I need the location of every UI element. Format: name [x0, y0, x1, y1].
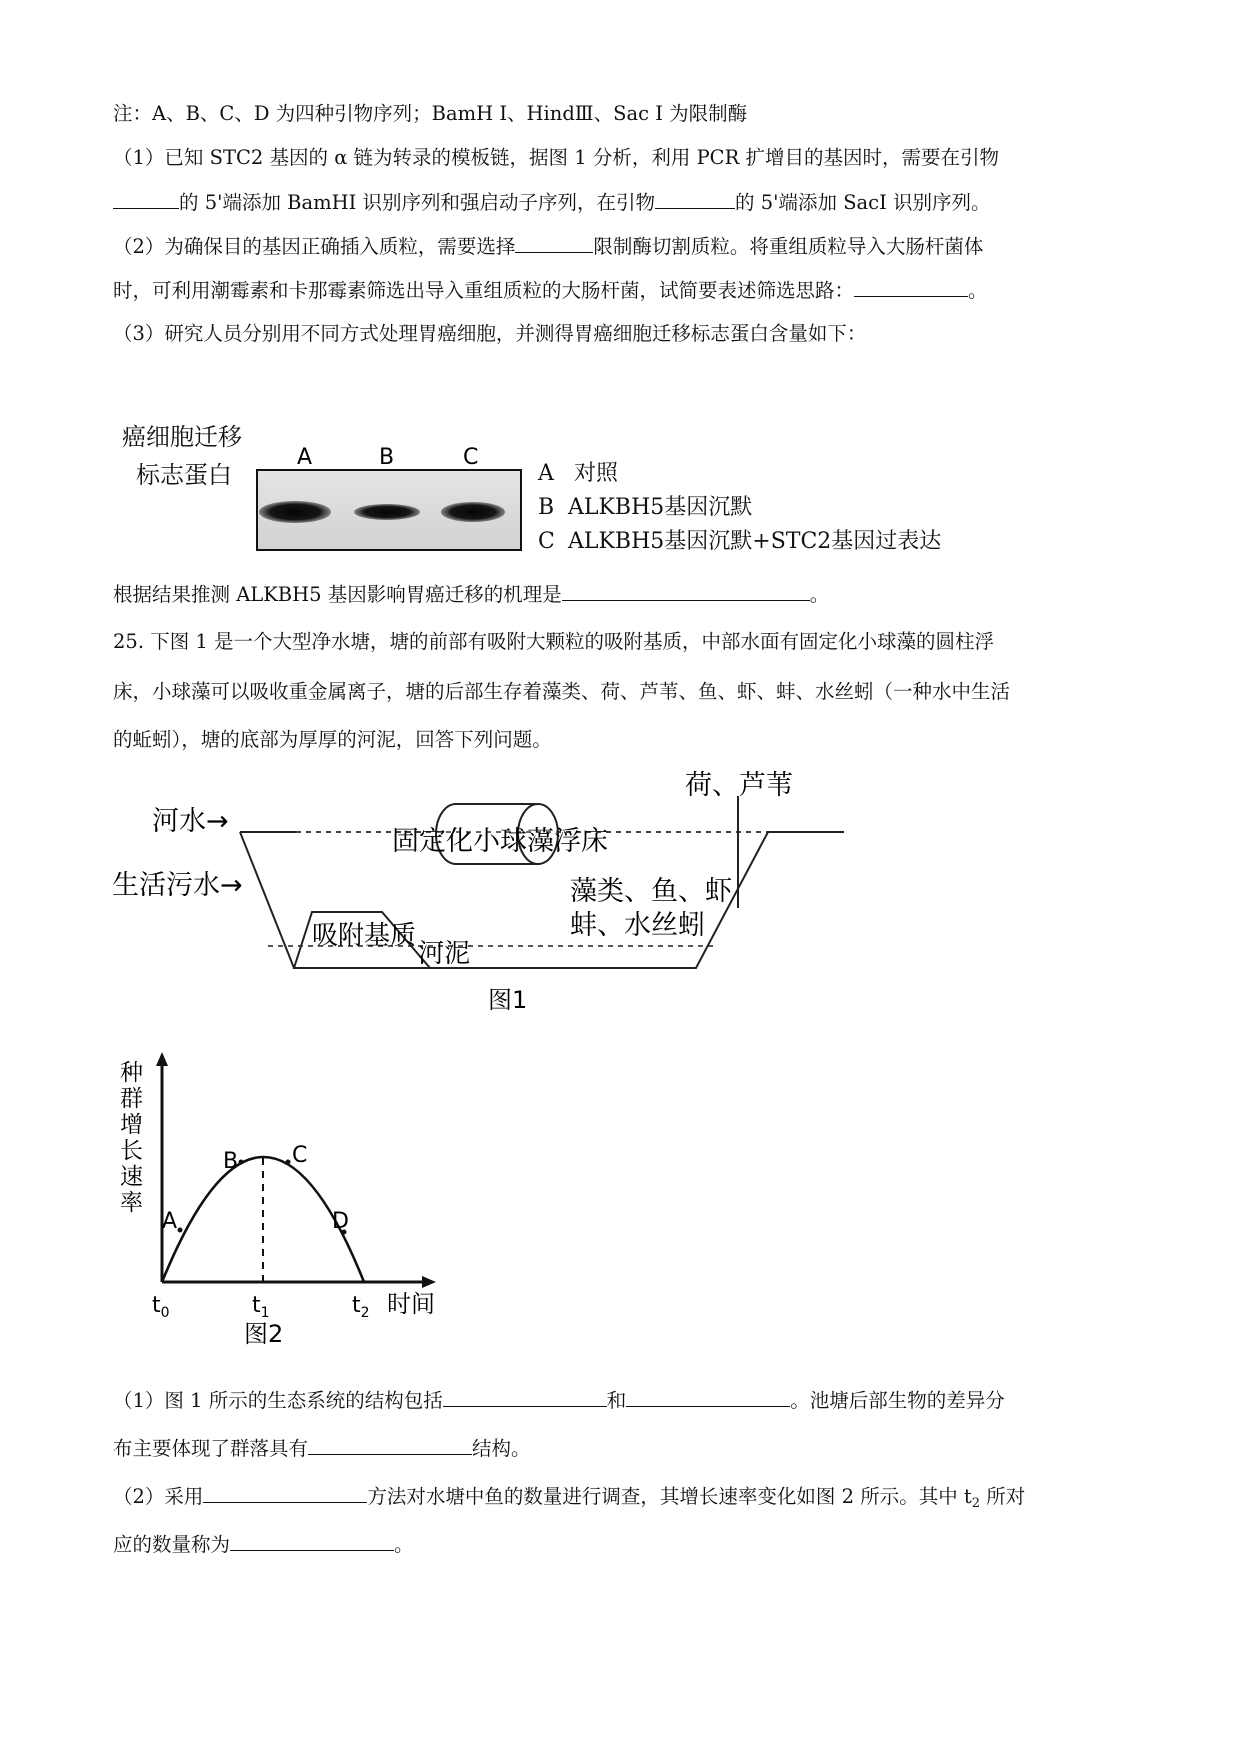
answer-blank[interactable] [230, 1530, 394, 1551]
legend-b: B ALKBH5基因沉默 [538, 495, 753, 520]
answer-blank[interactable] [113, 188, 179, 209]
label-adsorption-substrate: 吸附基质 [312, 921, 417, 951]
figure-1-pond [100, 770, 860, 1020]
figure-2-growth-rate [112, 1050, 472, 1350]
label-river-mud: 河泥 [418, 939, 471, 969]
gel-blot [255, 446, 525, 556]
label-organisms-1: 藻类、鱼、虾 [570, 876, 732, 907]
q25-stem-line2: 床，小球藻可以吸收重金属离子，塘的后部生存着藻类、荷、芦苇、鱼、虾、蚌、水丝蚓（一种水中生活 [113, 680, 1011, 703]
lane-label-b: B [379, 446, 395, 470]
lane-label-c: C [463, 446, 479, 470]
point-b-label: B [223, 1149, 239, 1174]
q24-part2-line2: 时，可利用潮霉素和卡那霉素筛选出导入重组质粒的大肠杆菌，试简要表述筛选思路： 。 [113, 276, 988, 305]
x-axis-arrow [422, 1276, 436, 1288]
q25-part1-line2: 布主要体现了群落具有 结构。 [113, 1434, 531, 1463]
q24-part2-line1: （2）为确保目的基因正确插入质粒，需要选择 限制酶切割质粒。将重组质粒导入大肠杆菌体 [113, 232, 983, 261]
lane-label-a: A [297, 446, 313, 470]
point-d-label: D [332, 1209, 349, 1234]
q25-part2-line1: （2）采用 方法对水塘中鱼的数量进行调查，其增长速率变化如图 2 所示。其中 $t_2$ 所对 [113, 1482, 1025, 1518]
q24-part1-line2: 的 5'端添加 BamHI 识别序列和强启动子序列，在引物 的 5'端添加 SacI 识别序列。 [113, 188, 991, 217]
point-a [178, 1228, 183, 1233]
y-axis-label-char: 增 [120, 1112, 143, 1138]
q25-stem-line3: 的蚯蚓），塘的底部为厚厚的河泥，回答下列问题。 [113, 728, 552, 751]
answer-blank[interactable] [515, 232, 593, 253]
answer-blank[interactable] [854, 276, 968, 297]
band-c [441, 502, 505, 522]
answer-blank[interactable] [655, 188, 735, 209]
label-domestic-sewage: 生活污水→ [112, 870, 243, 901]
band-a [259, 501, 331, 523]
q24-conclusion: 根据结果推测 ALKBH5 基因影响胃癌迁移的机理是 。 [113, 580, 829, 609]
q25-part2-line2: 应的数量称为 。 [113, 1530, 414, 1559]
answer-blank[interactable] [562, 580, 810, 601]
legend-c: C ALKBH5基因沉默+STC2基因过表达 [538, 529, 942, 554]
legend-a: A 对照 [538, 461, 619, 486]
band-b [354, 504, 420, 520]
tick-t2: $t_2$ [352, 1293, 370, 1321]
answer-blank[interactable] [626, 1386, 790, 1407]
y-axis-label-char: 速 [120, 1164, 143, 1190]
answer-blank[interactable] [443, 1386, 607, 1407]
answer-blank[interactable] [308, 1434, 472, 1455]
note-line: 注：A、B、C、D 为四种引物序列；BamH Ⅰ、HindⅢ、Sac Ⅰ 为限制酶 [113, 102, 748, 125]
y-axis-label-char: 率 [120, 1190, 143, 1216]
label-floating-bed: 固定化小球藻浮床 [392, 826, 608, 857]
tick-t0: $t_0$ [152, 1293, 170, 1321]
label-river-water: 河水→ [152, 806, 229, 837]
tick-t1: $t_1$ [252, 1293, 270, 1321]
q25-stem-line1: 25. 下图 1 是一个大型净水塘，塘的前部有吸附大颗粒的吸附基质，中部水面有固定化小球藻的圆柱浮 [113, 630, 995, 653]
point-a-label: A [162, 1209, 178, 1234]
y-axis-label-char: 种 [120, 1060, 143, 1086]
gel-row-label: 癌细胞迁移 标志蛋白 [122, 423, 242, 489]
q25-part1-line1: （1）图 1 所示的生态系统的结构包括 和 。池塘后部生物的差异分 [113, 1386, 1005, 1415]
answer-blank[interactable] [203, 1482, 367, 1503]
y-axis-label-char: 长 [120, 1138, 143, 1164]
y-axis-arrow [156, 1052, 168, 1066]
x-axis-label: 时间 [387, 1290, 435, 1318]
y-axis-label [120, 1060, 143, 1216]
label-organisms-2: 蚌、水丝蚓 [570, 910, 705, 941]
point-b [239, 1160, 244, 1165]
x-ticks [152, 1293, 370, 1321]
figure-1-caption: 图1 [488, 986, 528, 1014]
point-c-label: C [292, 1143, 308, 1168]
point-c [286, 1160, 291, 1165]
figure-2-caption: 图2 [244, 1320, 284, 1348]
q24-part1-line1: （1）已知 STC2 基因的 α 链为转录的模板链，据图 1 分析，利用 PCR 扩增目的基因时，需要在引物 [113, 146, 999, 169]
label-lotus-reed: 荷、芦苇 [685, 770, 793, 801]
y-axis-label-char: 群 [120, 1086, 143, 1112]
q24-part3-line: （3）研究人员分别用不同方式处理胃癌细胞，并测得胃癌细胞迁移标志蛋白含量如下： [113, 322, 867, 345]
